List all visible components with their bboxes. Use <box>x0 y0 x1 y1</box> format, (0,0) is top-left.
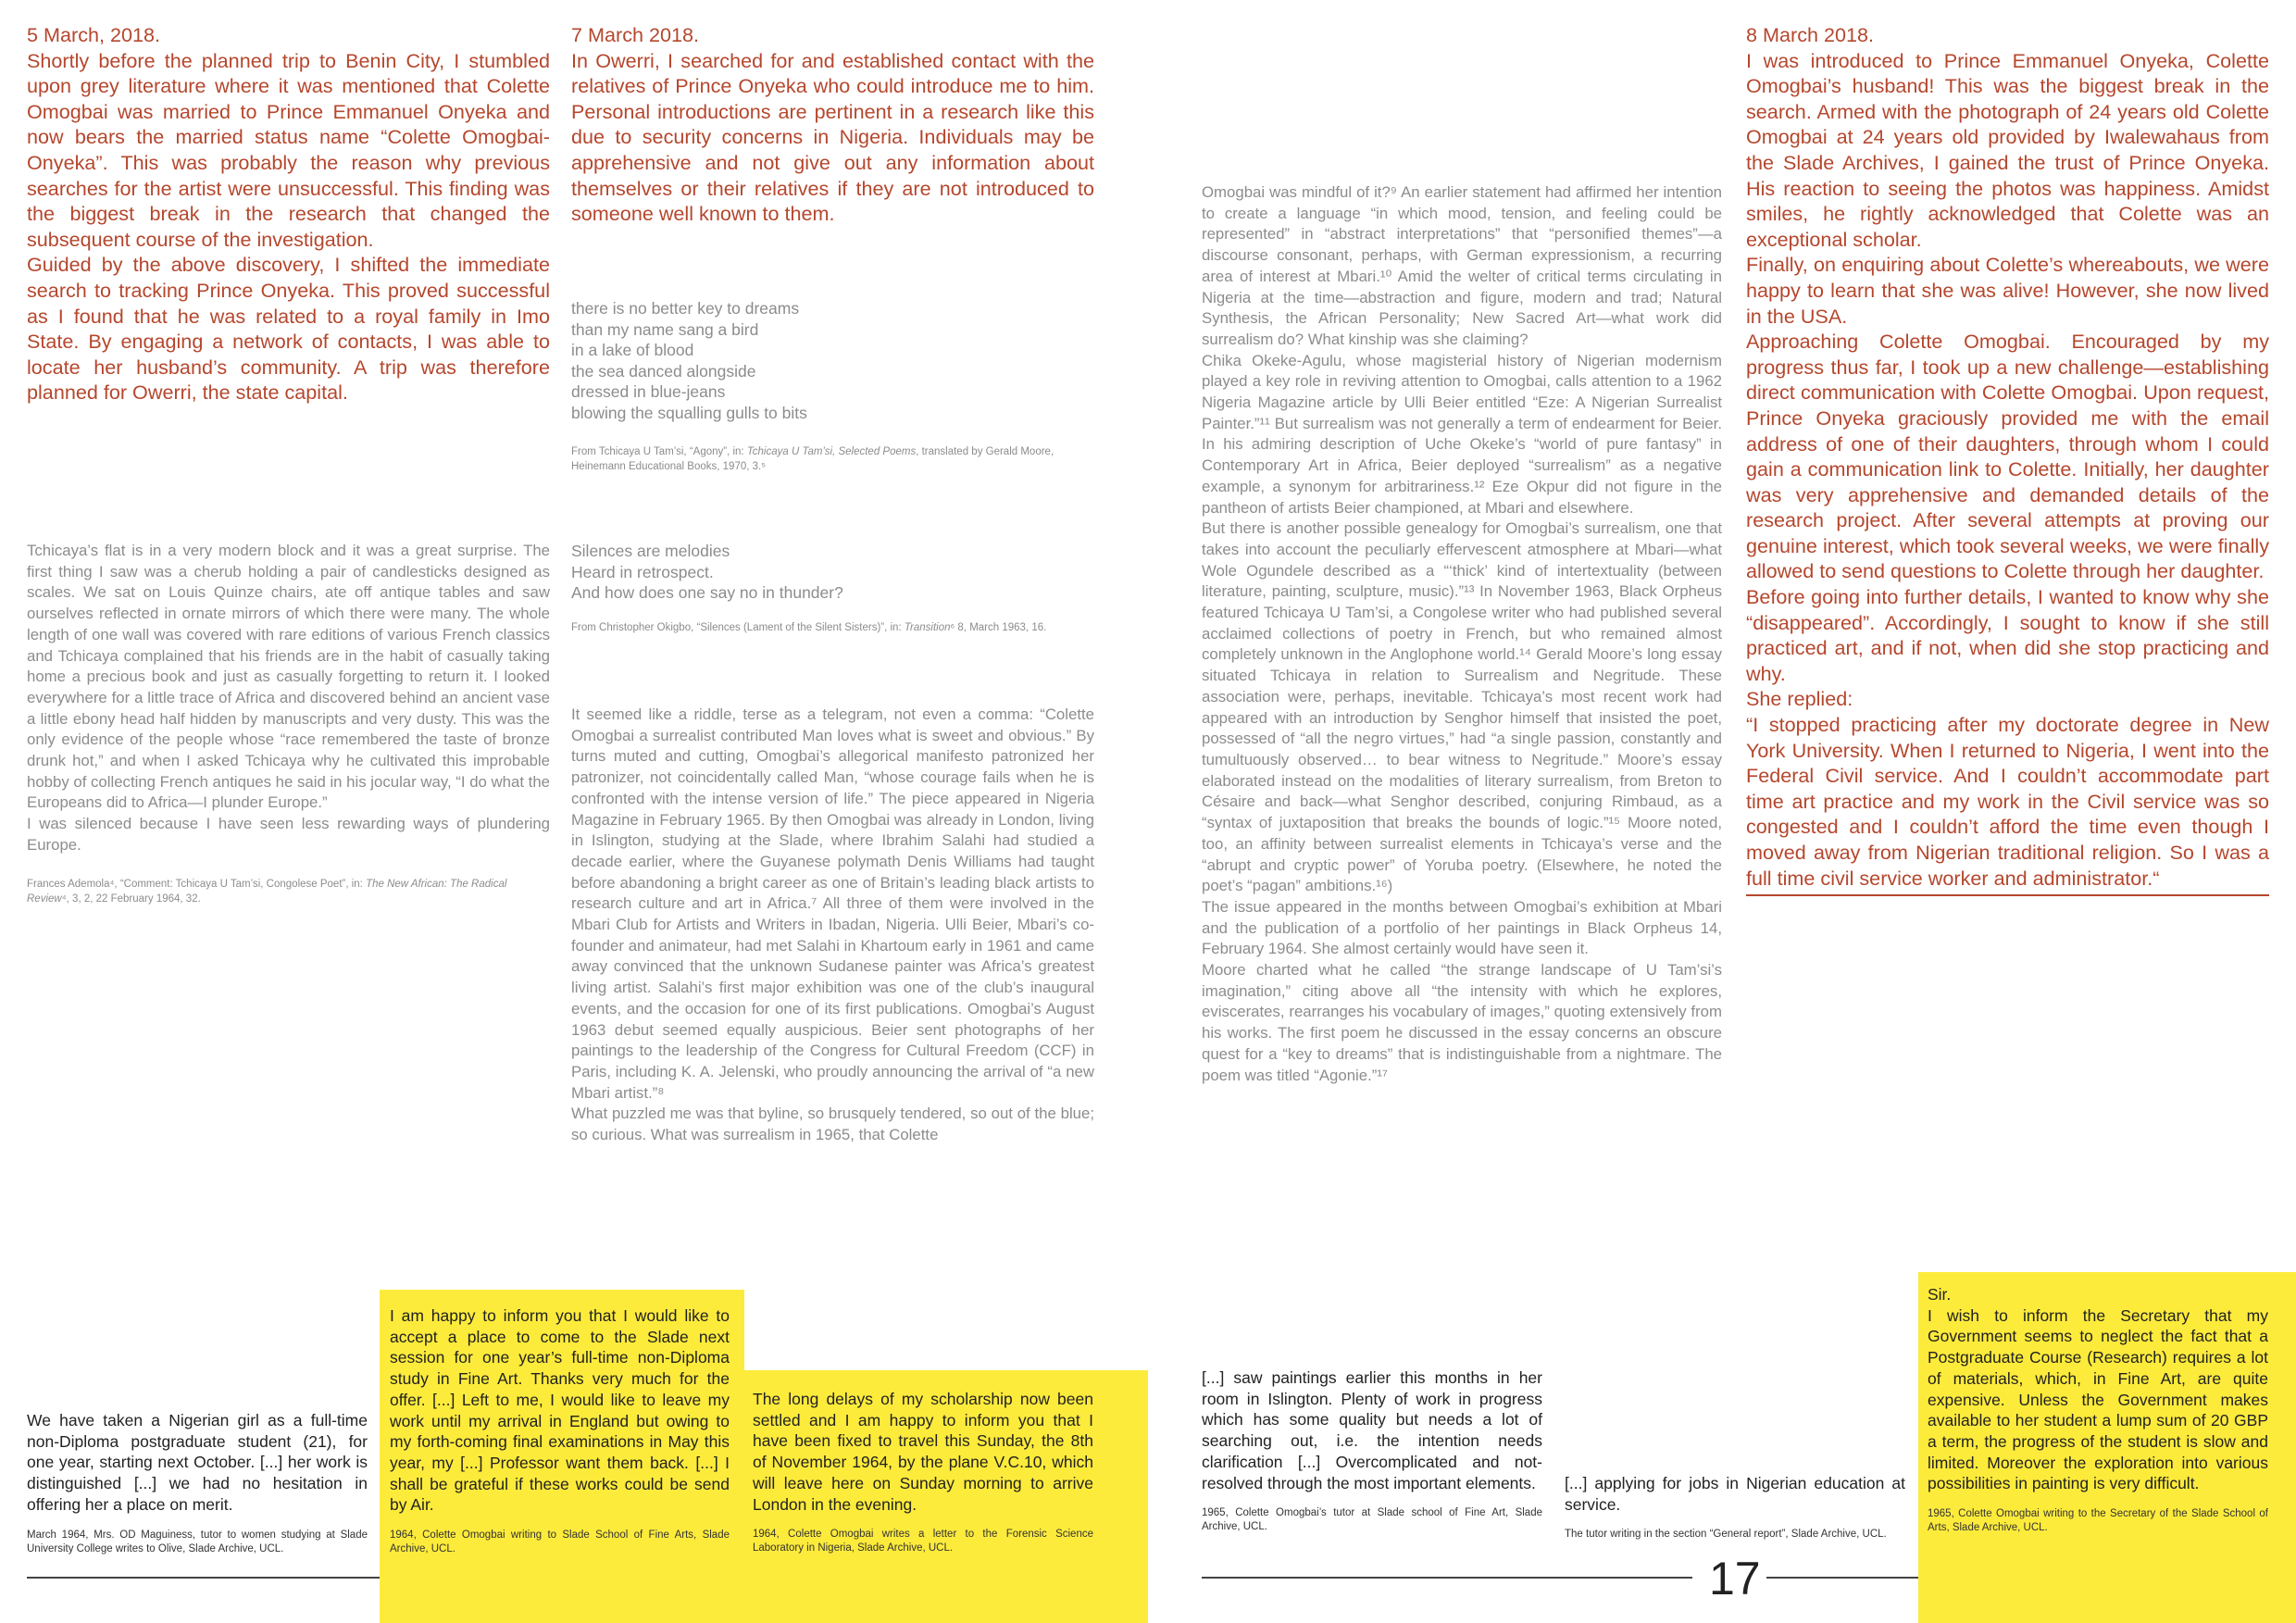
entry-date: 5 March, 2018. <box>27 23 161 46</box>
entry-paragraph: Approaching Colette Omogbai. Encouraged by my progress thus far, I took up a new challenge—establishing direct communication with Colette Omogbai. Upon request, Prince Onyeka graciously provided me with the email address of one of their daughters, through whom I could gain a communication link to Colette. Initially, her daughter was very apprehensive and demanded details of the research project. After several attempts at proving our genuine interest, which took several weeks, we were finally allowed to send questions to Colette through her daughter. <box>1746 330 2269 583</box>
quote-caption: 1964, Colette Omogbai writes a letter to the Forensic Science Laboratory in Nigeria, Slade Archive, UCL. <box>753 1529 1093 1554</box>
poem-caption: From Christopher Okigbo, “Silences (Lament of the Silent Sisters)”, in: Transition⁶ 8, March 1963, 16. <box>571 621 1047 633</box>
archive-quote-tutor <box>1202 1367 1542 1534</box>
entry-paragraph: Shortly before the planned trip to Benin City, I stumbled upon grey literature where it was mentioned that Colette Omogbai was married to Prince Emmanuel Onyeka and now bears the married status name “Colette Omogbai-Onyeka”. This was probably the reason why previous searches for the artist were unsuccessful. This finding was the biggest break in the research that changed the subsequent course of the investigation. <box>27 48 550 251</box>
archive-quote-secretary <box>1928 1284 2268 1535</box>
diary-entry-5-march <box>27 22 550 406</box>
quote-text: I am happy to inform you that I would like to accept a place to come to the Slade next session for one year’s full-time non-Diploma study in Fine Art. Thanks very much for the offer. [...] Left to me, I would like to leave my work until my arrival in England but owing to my forth-coming final examinations in May this year, my [...] Professor want them back. [...] I shall be grateful if these works could be send by Air. <box>390 1306 730 1515</box>
quote-text: [...] applying for jobs in Nigerian education at service. <box>1565 1474 1905 1514</box>
poem-line: Silences are melodies <box>571 542 730 560</box>
entry-paragraph: Guided by the above discovery, I shifted the immediate search to tracking Prince Onyeka. This proved successful as I found that he was related to a royal family in Imo State. By engaging a network of contacts, I was able to locate her husband’s community. A trip was therefore planned for Owerri, the state capital. <box>27 253 550 405</box>
essay-paragraph: Chika Okeke-Agulu, whose magisterial history of Nigerian modernism played a key role in reviving attention to Omogbai, calls attention to a 1962 Nigeria Magazine article by Ulli Beier entitled “Eze: A Nigerian Surrealist Painter.”¹¹ But surrealism was not generally a term of endearment for Beier. In his admiring description of Uche Okeke’s “world of pure fantasy” in Contemporary Art in Africa, Beier deployed “surrealism” as a negative example, a synonym for arbitrariness.¹² Eze Okpur did not figure in the pantheon of artists Beier championed, at Mbari and elsewhere. <box>1202 351 1722 517</box>
quote-text: I wish to inform the Secretary that my Government seems to neglect the fact that a Postgraduate Course (Research) requires a lot of materials, which, in Fine Art, are quite expensive. Unless the Government makes available to her student a lump sum of 20 GBP a term, the progress of the student is slow and limited. Moreover the exploration into various possibilities in painting is very difficult. <box>1928 1305 2268 1493</box>
quote-caption: 1965, Colette Omogbai’s tutor at Slade school of Fine Art, Slade Archive, UCL. <box>1202 1507 1542 1533</box>
poem-line: Heard in retrospect. <box>571 562 714 581</box>
quote-text: Sir. <box>1928 1285 1952 1304</box>
essay-surrealism-part2 <box>1202 182 1722 1086</box>
entry-paragraph: She replied: <box>1746 687 1853 711</box>
essay-paragraph: The issue appeared in the months between Omogbai’s exhibition at Mbari and the publication of a portfolio of her paintings in Black Orpheus 14, February 1964. She almost certainly would have seen it. <box>1202 897 1722 958</box>
essay-paragraph: It seemed like a riddle, terse as a telegram, not even a comma: “Colette Omogbai a surrealist contributed Man loves what is sweet and obvious.” By turns muted and cutting, Omogbai’s allegorical manifesto patronized her patronizer, not coincidentally called Man, “whose courage fails when he is confronted with the intense version of life.” The piece appeared in Nigeria Magazine in February 1965. By then Omogbai was already in London, living in Islington, studying at the Slade, where Ibrahim Salahi had studied a decade earlier, where the Guyanese polymath Denis Williams had taught before abandoning a bright career as one of Britain’s leading black artists to research culture and art in Africa.⁷ All three of them were involved in the Mbari Club for Artists and Writers in Ibadan, Nigeria. Ulli Beier, Mbari’s co-founder and animateur, had met Salahi in Khartoum early in 1961 and came away convinced that the unknown Sudanese painter was Africa’s greatest living artist. Salahi’s first major exhibition was one of the club’s inaugural events, and the occasion for one of its first publications. Omogbai’s August 1963 debut seemed equally auspicious. Beier sent photographs of her paintings to the leadership of the Congress for Cultural Freedom (CCF) in Paris, including K. A. Jelenski, who proudly announcing the arrival of “a new Mbari artist.”⁸ <box>571 705 1094 1102</box>
entry-paragraph: I was introduced to Prince Emmanuel Onyeka, Colette Omogbai’s husband! This was the biggest break in the search. Armed with the photograph of 24 years old Colette Omogbai at 24 years old provided by Iwalewahaus from the Slade Archives, I gained the trust of Prince Onyeka. His reaction to seeing the photos was happiness. Amidst smiles, he rightly acknowledged that Colette was an exceptional scholar. <box>1746 48 2269 251</box>
essay-paragraph: Tchicaya’s flat is in a very modern block and it was a great surprise. The first thing I saw was a cherub holding a pair of candlesticks designed as scales. We sat on Louis Quinze chairs, ate off antique tables and saw ourselves reflected in ornate mirrors of which there were many. The whole length of one wall was covered with rare editions of various French classics and Tchicaya complained that his friends are in the habit of casually taking home a precious book and just as casually forgetting to return it. I looked everywhere for a little trace of Africa and discovered behind an ancient vase a little ebony head half hidden by manuscripts and very dusty. This was the only evidence of the people whose “race remembered the taste of bronze drunk hot,” and when I asked Tchicaya why he cultivated this improbable hobby of collecting French antiques he said in his jocular way, “I do what the Europeans did to Africa—I plunder Europe.” <box>27 542 550 812</box>
quote-caption: 1964, Colette Omogbai writing to Slade School of Fine Arts, Slade Archive, UCL. <box>390 1529 730 1555</box>
poem-line: the sea danced alongside <box>571 361 756 381</box>
diary-entry-8-march <box>1746 22 2269 896</box>
essay-surrealism-part1 <box>571 705 1094 1146</box>
archive-quote-general-report <box>1565 1473 1905 1542</box>
archive-quote-travel <box>753 1389 1093 1555</box>
poem-line: in a lake of blood <box>571 341 694 360</box>
bottom-rule-after-number <box>1766 1577 1918 1579</box>
entry-paragraph: Before going into further details, I wanted to know why she “disappeared”. Accordingly, I sought to know if she still practiced art, and if not, when did she stop practicing and why. <box>1746 585 2269 685</box>
poem-line: than my name sang a bird <box>571 319 759 339</box>
bottom-rule-right <box>1202 1577 1692 1579</box>
essay-paragraph: Omogbai was mindful of it?⁹ An earlier statement had affirmed her intention to create a language “in which mood, tension, and feeling could be represented” in “abstract interpretations” that “personified themes”—a discourse consonant, perhaps, with German expressionism, a recurring area of interest at Mbari.¹⁰ Amid the welter of critical terms circulating in Nigeria at the time—abstraction and figure, modern and trad; Natural Synthesis, the African Personality; New Sacred Art—what work did surrealism do? What kinship was she claiming? <box>1202 183 1722 348</box>
poem-line: dressed in blue-jeans <box>571 382 726 402</box>
entry-paragraph: In Owerri, I searched for and established contact with the relatives of Prince Onyeka who could introduce me to him. Personal introductions are pertinent in a research like this due to security concerns in Nigeria. Individuals may be apprehensive and not give out any information about themselves or their relatives if they are not introduced to someone well known to them. <box>571 48 1094 226</box>
poem-line: And how does one say no in thunder? <box>571 583 843 603</box>
poem-line: there is no better key to dreams <box>571 299 800 318</box>
quote-text: The long delays of my scholarship now been settled and I am happy to inform you that I have been fixed to travel this Sunday, the 8th of November 1964, by the plane V.C.10, which will leave here on Sunday morning to arrive London in the evening. <box>753 1390 1093 1514</box>
archive-quote-maguiness <box>27 1410 368 1556</box>
page-number: 17 <box>1709 1553 1761 1604</box>
quote-caption: March 1964, Mrs. OD Maguiness, tutor to women studying at Slade University College writes to Olive, Slade Archive, UCL. <box>27 1529 368 1554</box>
poem-agony <box>571 298 1094 474</box>
quote-text: We have taken a Nigerian girl as a full-time non-Diploma postgraduate student (21), for one year, starting next October. [...] her work is distinguished [...] we had no hesitation in offering her a place on merit. <box>27 1411 368 1514</box>
quote-caption: The tutor writing in the section “General report”, Slade Archive, UCL. <box>1565 1529 1887 1541</box>
entry-paragraph: Finally, on enquiring about Colette’s whereabouts, we were happy to learn that she was alive! However, she now lived in the USA. <box>1746 253 2269 328</box>
entry-paragraph: “I stopped practicing after my doctorate degree in New York University. When I returned to Nigeria, I went into the Federal Civil service. And I couldn’t accommodate part time art practice and my work in the Civil service was so congested and I couldn’t afford the time even though I moved away from Nigerian traditional religion. So I was a full time civil service worker and administrator.“ <box>1746 712 2269 896</box>
essay-paragraph: But there is another possible genealogy for Omogbai’s surrealism, one that takes into account the peculiarly effervescent atmosphere at Mbari—what Wole Ogundele described as a “‘thick’ kind of intertextuality (between literature, painting, sculpture, music).”¹³ In November 1963, Black Orpheus featured Tchicaya U Tam’si, a Congolese writer who had published several acclaimed collections of poetry in French, but who remained almost completely unknown in the Anglophone world.¹⁴ Gerald Moore’s long essay situated Tchicaya in relation to Surrealism and Negritude. These association were, perhaps, inevitable. Tchicaya’s most recent work had appeared with an introduction by Senghor himself that insisted the poet, possessed of “all the negro virtues,” had “a single passion, constantly and tumultuously observed… to bear witness to Negritude.” Moore’s essay elaborated instead on the modalities of literary surrealism, from Breton to Césaire and back—what Senghor described, conjuring Rimbaud, as a “syntax of juxtaposition that breaks the bounds of logic.”¹⁵ Moore noted, too, an affinity between surrealist elements in Tchicaya’s verse and the “abrupt and cryptic power” of Yoruba poetry. (Elsewhere, he noted the poet’s “pagan” ambitions.¹⁶) <box>1202 519 1722 895</box>
quote-caption: 1965, Colette Omogbai writing to the Secretary of the Slade School of Arts, Slade Archive, UCL. <box>1928 1508 2268 1534</box>
entry-date: 7 March 2018. <box>571 23 700 46</box>
essay-paragraph: Moore charted what he called “the strange landscape of U Tam’si’s imagination,” citing above all “the intensity with which he explores, eviscerates, rearranges his vocabulary of images,” quoting extensively from his works. The first poem he discussed in the essay concerns an obscure quest for a “key to dreams” that is indistinguishable from a nightmare. The poem was titled “Agonie.”¹⁷ <box>1202 961 1722 1084</box>
poem-silences <box>571 541 1094 635</box>
essay-caption: Frances Ademola⁴, “Comment: Tchicaya U Tam’si, Congolese Poet”, in: The New African: The Radical Review⁴, 3, 2, 22 February 1964, 32. <box>27 878 507 905</box>
quote-text: [...] saw paintings earlier this months in her room in Islington. Plenty of work in progress which has some quality but needs a lot of searching out, i.e. the intention needs clarification [...] Overcomplicated and not-resolved through the most important elements. <box>1202 1368 1542 1492</box>
bottom-rule-left <box>27 1577 380 1579</box>
archive-quote-acceptance <box>390 1305 730 1556</box>
entry-date: 8 March 2018. <box>1746 23 1875 46</box>
essay-paragraph: What puzzled me was that byline, so brusquely tendered, so out of the blue; so curious. What was surrealism in 1965, that Colette <box>571 1105 1094 1144</box>
poem-caption: From Tchicaya U Tam’si, “Agony”, in: Tchicaya U Tam’si, Selected Poems, translated by Gerald Moore, Heinemann Educational Books, 1970, 3.⁵ <box>571 445 1054 472</box>
diary-entry-7-march <box>571 22 1094 227</box>
essay-paragraph: I was silenced because I have seen less rewarding ways of plundering Europe. <box>27 815 550 854</box>
essay-tchicaya-flat <box>27 541 550 906</box>
poem-line: blowing the squalling gulls to bits <box>571 403 807 422</box>
